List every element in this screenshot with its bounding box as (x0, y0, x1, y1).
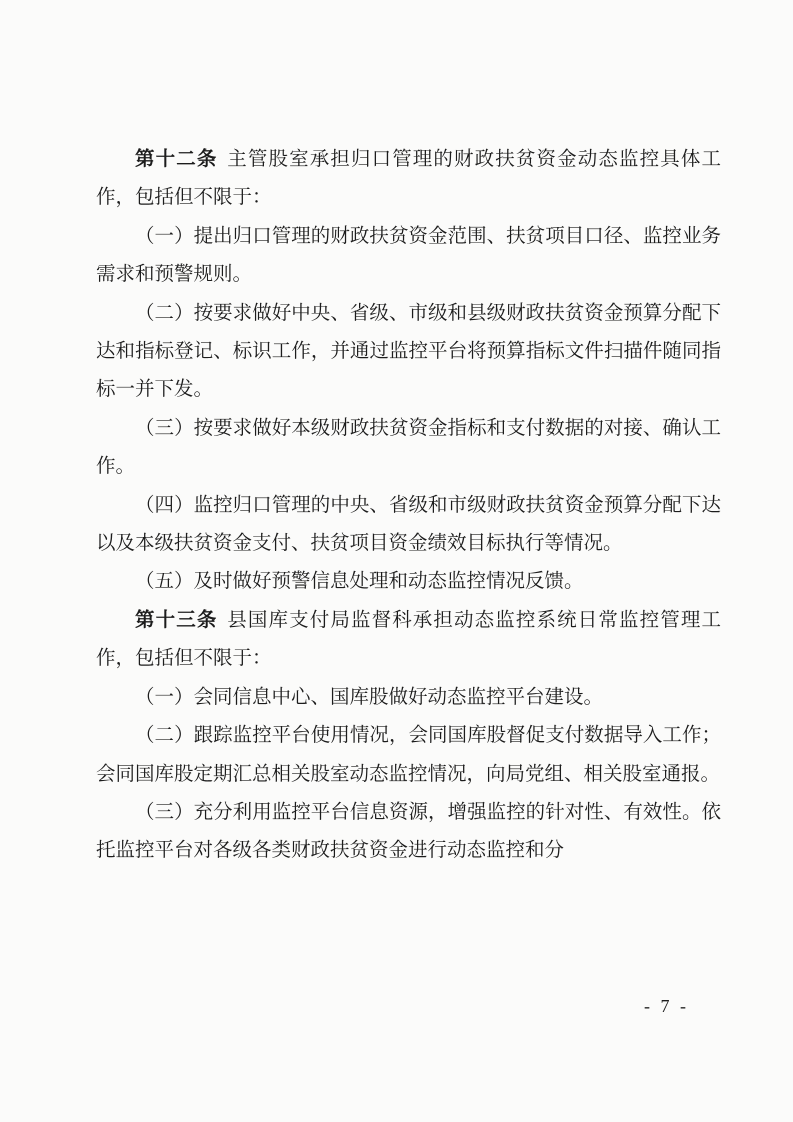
article-13-item-1 (96, 678, 721, 716)
paragraph-text: （二）按要求做好中央、省级、市级和县级财政扶贫资金预算分配下达和指标登记、标识工作，并通过监控平台将预算指标文件扫描件随同指标一并下发。 (96, 300, 721, 401)
paragraph-text: （五）及时做好预警信息处理和动态监控情况反馈。 (135, 569, 584, 593)
article-12-item-3 (96, 409, 721, 486)
article-number: 第十三条 (135, 607, 218, 631)
paragraph-text: （二）跟踪监控平台使用情况，会同国库股督促支付数据导入工作；会同国库股定期汇总相关股室动态监控情况，向局党组、相关股室通报。 (96, 723, 721, 785)
article-12-item-2 (96, 294, 721, 409)
paragraph-text: 主管股室承担归口管理的财政扶贫资金动态监控具体工作，包括但不限于： (96, 147, 721, 209)
paragraph-text: （一）会同信息中心、国库股做好动态监控平台建设。 (135, 684, 604, 708)
article-13-item-3 (96, 793, 721, 870)
paragraph-text: 县国库支付局监督科承担动态监控系统日常监控管理工作，包括但不限于： (96, 607, 721, 670)
article-12-item-1 (96, 217, 721, 294)
article-12-intro (96, 140, 721, 217)
article-number: 第十二条 (135, 147, 218, 170)
document-body (96, 140, 721, 870)
article-13-intro (96, 601, 721, 678)
article-12-item-5 (96, 562, 721, 600)
paragraph-text: （三）充分利用监控平台信息资源，增强监控的针对性、有效性。依托监控平台对各级各类财政扶贫资金进行动态监控和分 (96, 799, 721, 862)
paragraph-text: （四）监控归口管理的中央、省级和市级财政扶贫资金预算分配下达以及本级扶贫资金支付、扶贫项目资金绩效目标执行等情况。 (96, 492, 721, 555)
article-12-item-4 (96, 486, 721, 563)
paragraph-text: （一）提出归口管理的财政扶贫资金范围、扶贫项目口径、监控业务需求和预警规则。 (96, 223, 721, 286)
page-number: - 7 - (644, 996, 689, 1016)
article-13-item-2 (96, 716, 721, 793)
paragraph-text: （三）按要求做好本级财政扶贫资金指标和支付数据的对接、确认工作。 (96, 415, 721, 478)
